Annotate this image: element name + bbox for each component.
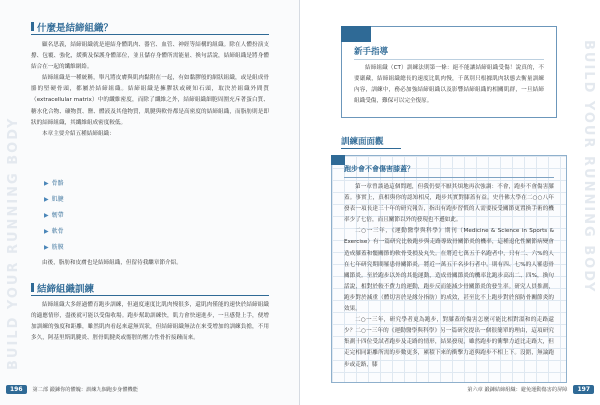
- section-title-connective-tissue: 什麼是結締組織？: [37, 23, 114, 34]
- beginner-tip-box: [341, 26, 557, 118]
- section2-body: 結締組織大多經過體育跑步訓練，但過度速度比肌肉慢很多，還肌肉僅能的速快於結締組織的適應情形，盡後就可能以受傷收場。跑步幫助訓練快，肌力會快速進步，一旦感覺上手，便增加訓練的強度和距離，雖然肌肉看起來還無異狀，但結締組織無法在來受增加的訓練負擔，不用多久，阿基里斯肌腱炎、脛骨肌腱炎或髂脛的壓力性骨折接踵而來。: [31, 302, 269, 342]
- box-paragraph: 第一章曾談過這個問題，但我仍要不厭其煩地再次強調：不會，跑步不會傷害膝蓋。事實上，真相與你的認知相反，跑步其實對膝蓋有益。史丹佛大學在二○○八年發表一項長達三十年的研究報告，指出有跑步習慣的人需要接受關節更置換手術的機率少了七倍，而且關節以外的發現也不遜如此。: [344, 184, 554, 224]
- sidebar-box-heading-line: [341, 148, 401, 149]
- sidebar-box-heading: 訓練面面觀: [341, 137, 384, 147]
- tip-rule: [354, 59, 544, 60]
- right-page: [300, 0, 600, 405]
- page-number: 196: [6, 385, 27, 394]
- box-subtitle: 跑步會不會傷害膝蓋？: [344, 165, 414, 173]
- triangle-bullet-icon: ▶: [44, 180, 49, 187]
- list-outro: 由後，脂肪和皮膚也是結締組織，但留待我繼章節介紹。: [42, 260, 182, 266]
- list-intro: 本章主要介紹五種結締組織：: [42, 130, 115, 137]
- running-footer: 第二部 鍛鍊你的體魄：訓練九個跑步身體機能: [32, 386, 138, 393]
- footer-right: [467, 383, 594, 395]
- box-corner-mark: [331, 155, 345, 165]
- section1-paragraph: 顧名思義，結締組織就是連結身體肌肉、器官、血管、神經等結構的組織。除在人體扮演支撐、包覆、強化，緩衝及保護身體部位，並且儲存身體所需能量、換句話說，結締組織是將身體結合在一起的纖維網絡。: [31, 42, 269, 71]
- section1-body: [31, 40, 269, 196]
- list-item: ▶ 肌腱: [44, 192, 64, 208]
- section1-paragraph: 結締組織是一種統稱，舉凡將皮膚與肌肉黏附在一起，有如黏膠般的網狀組織，或是組成骨骼的堅硬骨頭，都屬於結締組織。結締組織是擁膠狀或硬知石頭，取決於組織外間質（extracellular matrix）中的纖維密度，而除了纖維之外，結締組織細胞周圍充斥著蛋白質、糖水化合物、礦物質、鹽、體液及其他物質，肌腱與軟骨都是高密度的結締組織，而脂肪則是即狀的結締組織，其纖維組成密度較低。: [31, 75, 269, 126]
- triangle-bullet-icon: ▶: [44, 228, 49, 235]
- list-item: ▶ 骨骼: [44, 176, 64, 192]
- page-number: 197: [573, 385, 594, 394]
- tissue-list: [44, 176, 64, 256]
- section-title-training: 結締組織訓練: [37, 284, 95, 295]
- running-footer: 第六章 鍛鍊結締組織：避免運動傷害的屏障: [467, 386, 568, 393]
- tip-tab: [341, 26, 371, 42]
- list-item: ▶ 韌帶: [44, 208, 64, 224]
- footer-left: [6, 383, 138, 395]
- section-underline: [31, 34, 269, 35]
- tip-body: 結締組織（CT）訓練法則第一條：絕不能讓結締組織受傷！說真的，不要嚴藏，結締組織總長的速度比肌肉慢，千萬別只根據肌肉狀態去衡量訓練內容，訓練中，務必加強結締組織以及影響結締組織的相關肌群，一旦結締組織受傷，難保可以完全復原。: [354, 65, 544, 105]
- training-perspective-box: [331, 155, 567, 383]
- triangle-bullet-icon: ▶: [44, 212, 49, 219]
- side-text-left: BUILD YOUR RUNNING BODY: [6, 116, 21, 370]
- side-text-right: BUILD YOUR RUNNING BODY: [581, 40, 596, 294]
- section-underline: [31, 295, 269, 296]
- section-marker: [31, 283, 34, 292]
- list-item: ▶ 筋膜: [44, 240, 64, 256]
- box-paragraph: 二○一三年，研究學者更為跑步，對膝蓋的傷害怎麼可能比相對溫和的走路還少？二○一三年的《運動醫學與科學》另一篇研究提出一個很簡單的理由，這項研究集測十四位受試者跑步及走路的情形，結果發現，雖然跑步的衝擊力道比走路大，但走完相同距離所需的步數更多，累積下來的衝擊力道與跑步不相上下。沒錯，無論跑步或走路，膝: [344, 317, 554, 368]
- list-item: ▶ 軟骨: [44, 224, 64, 240]
- triangle-bullet-icon: ▶: [44, 196, 49, 203]
- box-subtitle-rule: [344, 177, 554, 178]
- box-paragraph: 二○一三年，《運動醫學與科學》期刊（Medicine & Science in Sports & Exercise）有一篇研究比較跑步與走路導致骨關節炎的機率，這種退化性關節病變會造成膝蓋和髖關節的軟骨受損及丸失。在將近七萬五千名跑者中，只有二、六%的人在七年研究期間罹患骨關節炎，將近一萬五千名步行者中，則有四、七%的人罹患骨關節炎。至於跑步以外的其他運動，造成骨關節炎的機率比跑步高出二、四%，換句話說，相對於較不費力的運動，跑步反而能減少骨關節炎的發生率。研究人員推測，跑步對於減重（體切害於是緣分指肪）的成效，甚至比不上跑步對於預防骨關節炎的效果。: [344, 228, 554, 313]
- triangle-bullet-icon: ▶: [44, 244, 49, 251]
- box-body: [344, 182, 554, 378]
- tip-title: 新手指導: [354, 47, 389, 57]
- section-marker: [31, 22, 34, 31]
